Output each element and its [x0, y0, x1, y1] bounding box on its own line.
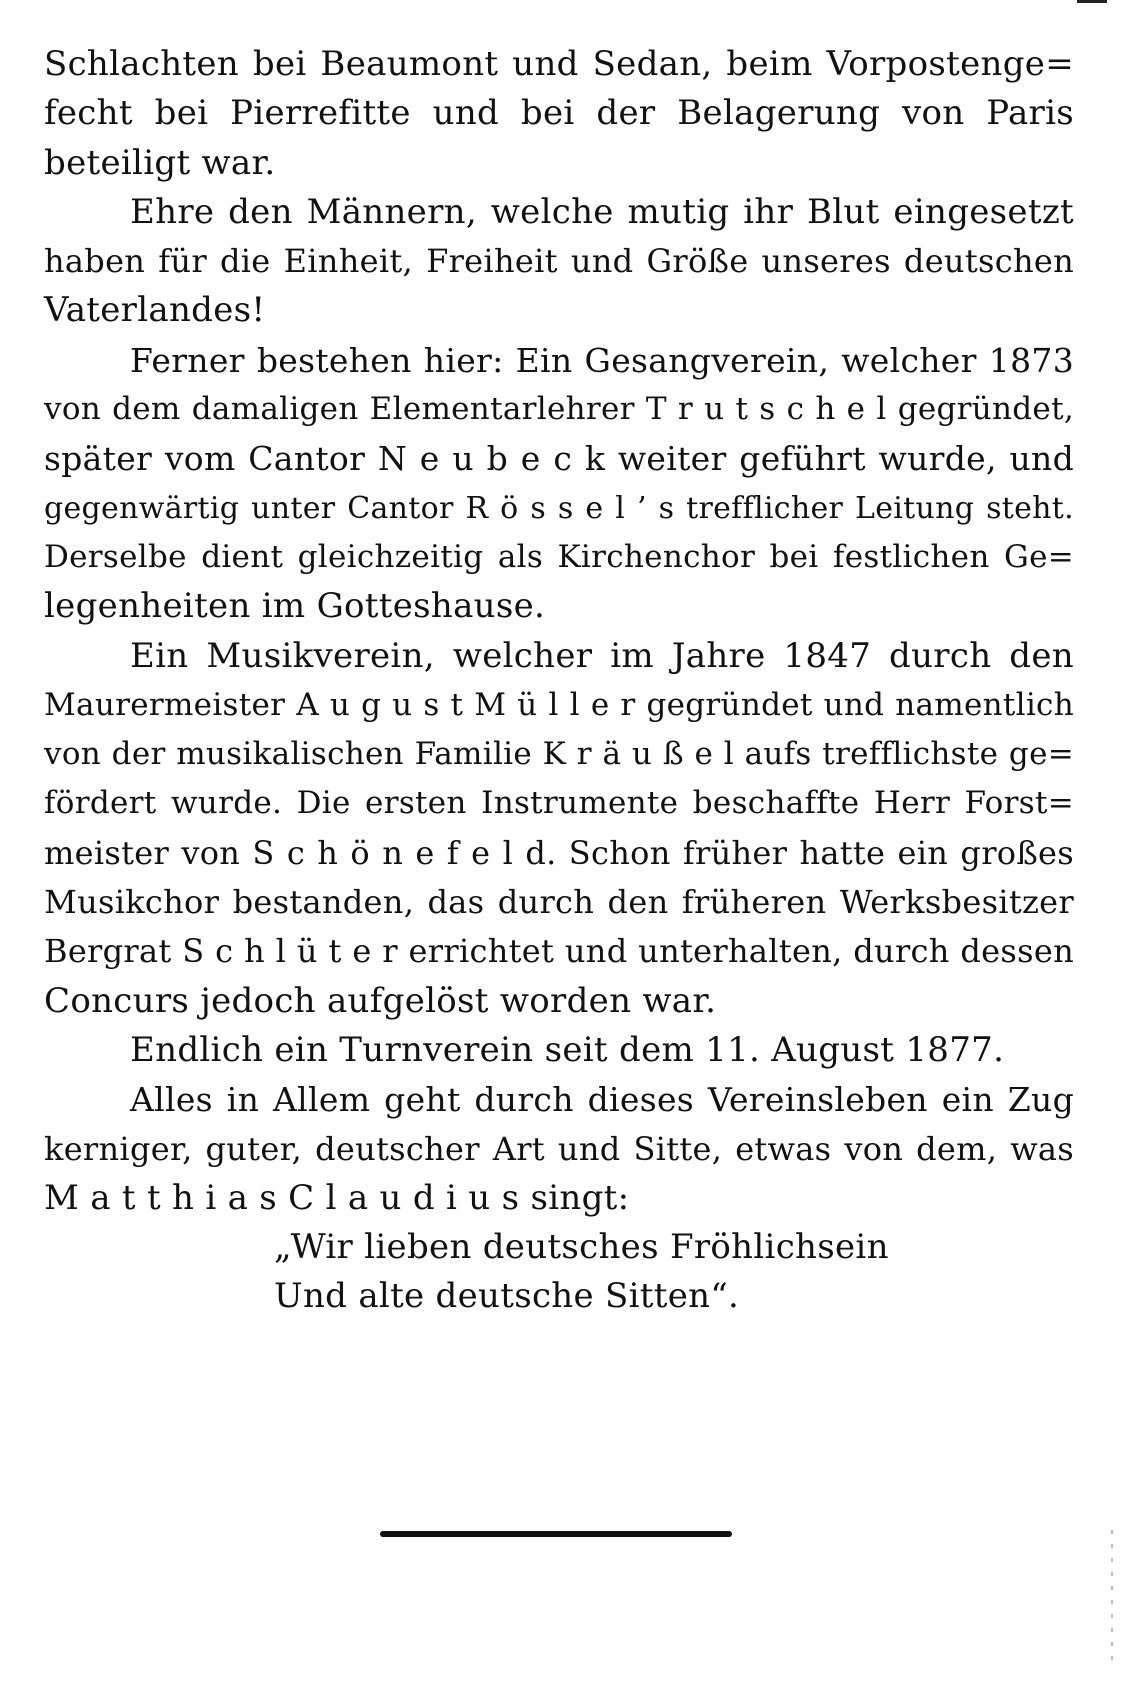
- text-line: Concurs jedoch aufgelöst worden war.: [44, 980, 717, 1021]
- text-line: Ehre den Männern, welche mutig ihr Blut eingesetzt: [130, 191, 1074, 232]
- text-line: später vom Cantor N e u b e c k weiter geführt wurde, und: [44, 439, 1074, 479]
- text-line: legenheiten im Gotteshause.: [44, 586, 546, 627]
- divider-rule: [380, 1531, 732, 1537]
- quote-line: „Wir lieben deutsches Fröhlichsein: [274, 1227, 889, 1268]
- text-line: Maurermeister A u g u s t M ü l l e r gegründet und namentlich: [44, 686, 1074, 723]
- text-line: Ein Musikverein, welcher im Jahre 1847 durch den: [130, 635, 1074, 676]
- scan-edge-marks: [1111, 1530, 1113, 1660]
- text-line: Bergrat S c h l ü t e r errichtet und unterhalten, durch dessen: [44, 932, 1074, 971]
- text-line: beteiligt war.: [44, 142, 276, 183]
- text-line: von dem damaligen Elementarlehrer T r u t s c h e l gegründet,: [44, 391, 1074, 428]
- text-line: fördert wurde. Die ersten Instrumente beschaffte Herr Forst=: [44, 785, 1074, 822]
- text-line: fecht bei Pierrefitte und bei der Belagerung von Paris: [44, 93, 1074, 134]
- text-line: von der musikalischen Familie K r ä u ß e l aufs trefflichste ge=: [44, 736, 1074, 773]
- text-line: Schlachten bei Beaumont und Sedan, beim Vorpostenge=: [44, 44, 1074, 84]
- text-line: Vaterlandes!: [44, 290, 266, 331]
- quote-line: Und alte deutsche Sitten“.: [274, 1276, 740, 1317]
- text-line: Endlich ein Turnverein seit dem 11. August 1877.: [130, 1029, 1005, 1070]
- text-line: Ferner bestehen hier: Ein Gesangverein, welcher 1873: [130, 340, 1074, 380]
- text-line: Derselbe dient gleichzeitig als Kirchenchor bei festlichen Ge=: [44, 538, 1074, 575]
- text-line: kerniger, guter, deutscher Art und Sitte, etwas von dem, was: [44, 1129, 1074, 1168]
- text-line: meister von S c h ö n e f e l d. Schon früher hatte ein großes: [44, 833, 1074, 872]
- text-line: Musikchor bestanden, das durch den früheren Werksbesitzer: [44, 883, 1074, 922]
- text-line: haben für die Einheit, Freiheit und Größe unseres deutschen: [44, 242, 1074, 281]
- text-line: gegenwärtig unter Cantor R ö s s e l ’ s trefflicher Leitung steht.: [44, 490, 1074, 526]
- corner-mark: [1077, 0, 1107, 3]
- text-line: M a t t h i a s C l a u d i u s singt:: [44, 1177, 630, 1218]
- text-line: Alles in Allem geht durch dieses Vereinsleben ein Zug: [130, 1080, 1074, 1120]
- page-body: [44, 40, 1074, 1322]
